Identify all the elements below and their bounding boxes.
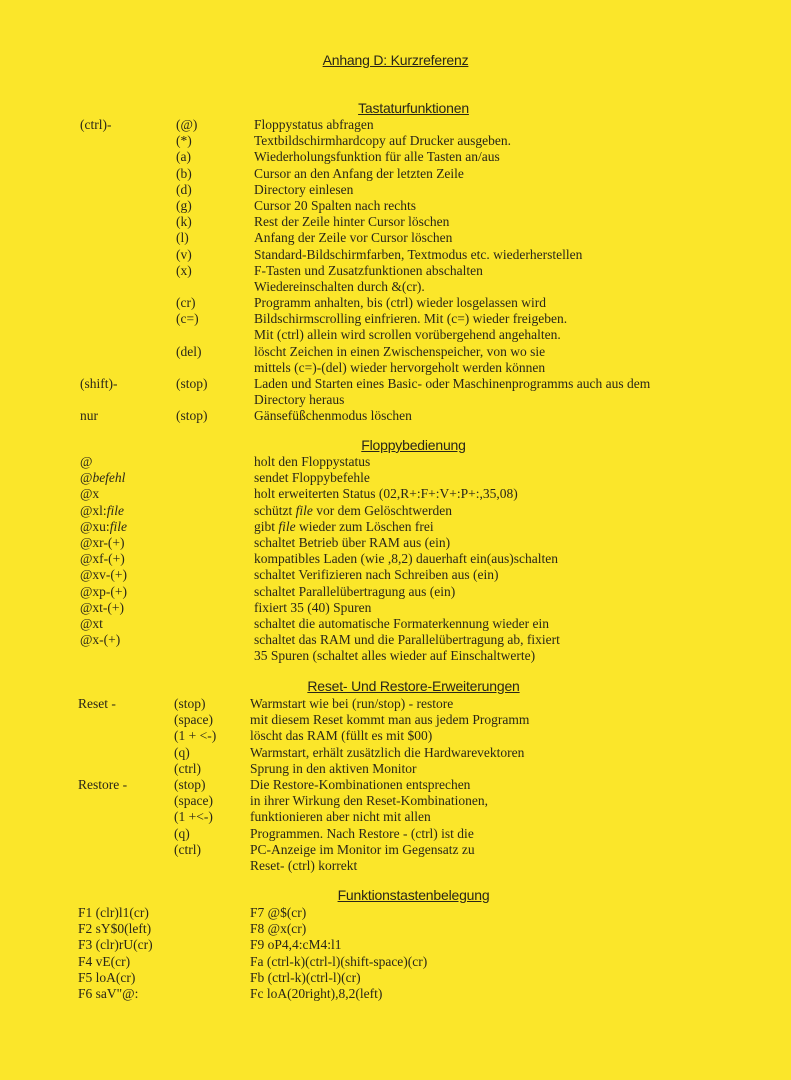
keyboard-modifier <box>80 247 118 263</box>
reset-modifier <box>78 728 127 744</box>
keyboard-description: Wiedereinschalten durch &(cr). <box>254 278 425 294</box>
floppy-command: @xr-(+) <box>80 534 125 550</box>
keyboard-description: Bildschirmscrolling einfrieren. Mit (c=) wieder freigeben. <box>254 311 568 327</box>
keyboard-modifier <box>80 133 118 149</box>
keyboard-description: Rest der Zeile hinter Cursor löschen <box>254 214 450 230</box>
floppy-command: @ <box>80 454 93 469</box>
reset-key: (ctrl) <box>174 760 201 776</box>
reset-key: (stop) <box>174 776 206 792</box>
reset-key: (1 +<-) <box>174 809 213 825</box>
keyboard-description: Directory einlesen <box>254 181 354 197</box>
fkey-assignment: F2 sY$0(left) <box>78 921 152 937</box>
fkey-assignment: Fc loA(20right),8,2(left) <box>250 985 383 1001</box>
reset-key: (q) <box>174 825 190 841</box>
keyboard-description: Gänsefüßchenmodus löschen <box>254 408 412 424</box>
reset-key: (1 + <-) <box>174 728 217 744</box>
keyboard-description: Standard-Bildschirmfarben, Textmodus etc. wiederherstellen <box>254 246 583 262</box>
keyboard-modifier <box>80 295 118 311</box>
reset-description: Programmen. Nach Restore - (ctrl) ist die <box>250 825 474 841</box>
fkey-assignment: F4 vE(cr) <box>78 953 131 969</box>
keyboard-modifier: (ctrl)- <box>80 117 112 132</box>
reset-modifier <box>78 842 127 858</box>
reset-description: funktionieren aber nicht mit allen <box>250 809 431 825</box>
floppy-description: holt erweiterten Status (02,R+:F+:V+:P+:,35,08) <box>254 486 518 502</box>
keyboard-key <box>176 279 208 295</box>
keyboard-key: (a) <box>176 149 191 165</box>
reset-key: (stop) <box>174 696 206 711</box>
keyboard-key <box>176 360 208 376</box>
reset-modifier <box>78 793 127 809</box>
keyboard-modifier <box>80 182 118 198</box>
keyboard-modifier <box>80 149 118 165</box>
reset-key: (q) <box>174 744 190 760</box>
reset-modifier <box>78 858 127 874</box>
floppy-description: schaltet Parallelübertragung aus (ein) <box>254 583 456 599</box>
keyboard-description: löscht Zeichen in einen Zwischenspeicher, von wo sie <box>254 343 546 359</box>
fkeys-left-column <box>78 905 153 1002</box>
fkey-assignment: F8 @x(cr) <box>250 921 307 937</box>
floppy-description-column <box>254 454 560 664</box>
floppy-description: schaltet Betrieb über RAM aus (ein) <box>254 534 451 550</box>
floppy-command: @xt-(+) <box>80 599 125 615</box>
keyboard-modifier <box>80 263 118 279</box>
reset-modifier <box>78 745 127 761</box>
keyboard-description: Cursor 20 Spalten nach rechts <box>254 197 416 213</box>
fkey-assignment: F6 saV"@: <box>78 985 139 1001</box>
keyboard-key: (v) <box>176 246 192 262</box>
reset-key <box>174 858 216 874</box>
floppy-description: schaltet die automatische Formaterkennung wieder ein <box>254 615 550 631</box>
keyboard-modifier <box>80 311 118 327</box>
keyboard-modifier <box>80 344 118 360</box>
reset-description: Sprung in den aktiven Monitor <box>250 760 417 776</box>
page-title: Anhang D: Kurzreferenz <box>322 52 469 68</box>
keyboard-modifier <box>80 360 118 376</box>
floppy-description: holt den Floppystatus <box>254 454 371 469</box>
reset-description: Reset- (ctrl) korrekt <box>250 857 358 873</box>
reset-key-column <box>174 696 216 874</box>
keyboard-modifier <box>80 327 118 343</box>
keyboard-modifier <box>80 392 118 408</box>
reset-description-column <box>250 696 529 874</box>
keyboard-key: (c=) <box>176 311 199 327</box>
floppy-command: @xp-(+) <box>80 583 128 599</box>
keyboard-key: (l) <box>176 230 189 246</box>
keyboard-modifier <box>80 198 118 214</box>
section-heading-keyboard: Tastaturfunktionen <box>358 100 469 116</box>
floppy-command: @x <box>80 486 100 502</box>
keyboard-modifier: nur <box>80 408 98 424</box>
fkey-assignment: F1 (clr)l1(cr) <box>78 905 149 920</box>
keyboard-key: (cr) <box>176 295 196 311</box>
reset-description: Die Restore-Kombinationen entsprechen <box>250 776 471 792</box>
floppy-description: 35 Spuren (schaltet alles wieder auf Einschaltwerte) <box>254 648 536 664</box>
keyboard-modifier <box>80 166 118 182</box>
keyboard-key <box>176 327 208 343</box>
keyboard-key: (x) <box>176 262 192 278</box>
keyboard-modifier <box>80 230 118 246</box>
floppy-command: @xv-(+) <box>80 567 128 583</box>
section-heading-fkeys: Funktionstastenbelegung <box>337 887 490 903</box>
keyboard-key-column <box>176 117 208 425</box>
reset-modifier <box>78 712 127 728</box>
keyboard-description: Textbildschirmhardcopy auf Drucker ausgeben. <box>254 133 511 149</box>
reset-key: (space) <box>174 793 213 809</box>
reset-key: (ctrl) <box>174 841 201 857</box>
reset-modifier <box>78 826 127 842</box>
reset-description: in ihrer Wirkung den Reset-Kombinationen, <box>250 793 489 809</box>
keyboard-key: (stop) <box>176 408 208 424</box>
floppy-description: schützt file vor dem Gelöschtwerden <box>254 502 452 518</box>
floppy-command: @xf-(+) <box>80 551 125 567</box>
fkeys-right-column <box>250 905 427 1002</box>
reset-description: Warmstart wie bei (run/stop) - restore <box>250 696 454 711</box>
keyboard-key: (del) <box>176 343 202 359</box>
reset-modifier: Reset - <box>78 696 116 711</box>
section-heading-reset: Reset- Und Restore-Erweiterungen <box>307 678 520 694</box>
floppy-description: fixiert 35 (40) Spuren <box>254 599 372 615</box>
keyboard-key: (b) <box>176 165 192 181</box>
reset-description: mit diesem Reset kommt man aus jedem Programm <box>250 712 530 728</box>
reset-modifier: Restore - <box>78 776 128 792</box>
keyboard-description: Mit (ctrl) allein wird scrollen vorübergehend angehalten. <box>254 327 561 343</box>
section-heading-floppy: Floppybedienung <box>361 437 466 453</box>
keyboard-description: Cursor an den Anfang der letzten Zeile <box>254 165 464 181</box>
floppy-command: @xt <box>80 615 103 631</box>
floppy-command <box>80 648 127 664</box>
keyboard-description: Anfang der Zeile vor Cursor löschen <box>254 230 453 246</box>
keyboard-key: (@) <box>176 117 198 132</box>
floppy-command: @x-(+) <box>80 632 121 648</box>
keyboard-modifier <box>80 279 118 295</box>
reset-modifier <box>78 761 127 777</box>
floppy-command: @xl:file <box>80 502 124 518</box>
keyboard-description: F-Tasten und Zusatzfunktionen abschalten <box>254 262 483 278</box>
keyboard-key: (d) <box>176 181 192 197</box>
floppy-description: kompatibles Laden (wie ,8,2) dauerhaft ein(aus)schalten <box>254 551 559 567</box>
keyboard-key: (stop) <box>176 376 208 391</box>
keyboard-key <box>176 392 208 408</box>
reset-modifier-column <box>78 696 127 874</box>
keyboard-description: Wiederholungsfunktion für alle Tasten an/aus <box>254 149 500 165</box>
floppy-command: @xu:file <box>80 518 127 534</box>
reset-description: löscht das RAM (füllt es mit $00) <box>250 728 433 744</box>
floppy-description: schaltet Verifizieren nach Schreiben aus (ein) <box>254 567 499 583</box>
keyboard-description: mittels (c=)-(del) wieder hervorgeholt werden können <box>254 359 546 375</box>
reset-key: (space) <box>174 712 213 728</box>
reset-description: Warmstart, erhält zusätzlich die Hardwarevektoren <box>250 744 525 760</box>
keyboard-description-column <box>254 117 650 425</box>
keyboard-description: Programm anhalten, bis (ctrl) wieder losgelassen wird <box>254 295 547 311</box>
fkey-assignment: F7 @$(cr) <box>250 905 307 920</box>
fkey-assignment: Fb (ctrl-k)(ctrl-l)(cr) <box>250 969 361 985</box>
fkey-assignment: F5 loA(cr) <box>78 969 136 985</box>
floppy-description: gibt file wieder zum Löschen frei <box>254 518 434 534</box>
reset-modifier <box>78 809 127 825</box>
floppy-description: schaltet das RAM und die Parallelübertragung ab, fixiert <box>254 632 560 648</box>
keyboard-key: (g) <box>176 197 192 213</box>
fkey-assignment: F9 oP4,4:cM4:l1 <box>250 937 342 953</box>
keyboard-description: Laden und Starten eines Basic- oder Maschinenprogramms auch aus dem <box>254 376 651 391</box>
keyboard-description: Floppystatus abfragen <box>254 117 374 132</box>
keyboard-description: Directory heraus <box>254 392 345 408</box>
reset-description: PC-Anzeige im Monitor im Gegensatz zu <box>250 841 475 857</box>
floppy-command: @befehl <box>80 470 126 486</box>
floppy-command-column <box>80 454 127 664</box>
keyboard-key: (k) <box>176 214 192 230</box>
fkey-assignment: Fa (ctrl-k)(ctrl-l)(shift-space)(cr) <box>250 953 428 969</box>
keyboard-modifier: (shift)- <box>80 376 118 391</box>
keyboard-key: (*) <box>176 133 192 149</box>
floppy-description: sendet Floppybefehle <box>254 470 370 486</box>
keyboard-modifier <box>80 214 118 230</box>
fkey-assignment: F3 (clr)rU(cr) <box>78 937 153 953</box>
keyboard-modifier-column <box>80 117 118 425</box>
